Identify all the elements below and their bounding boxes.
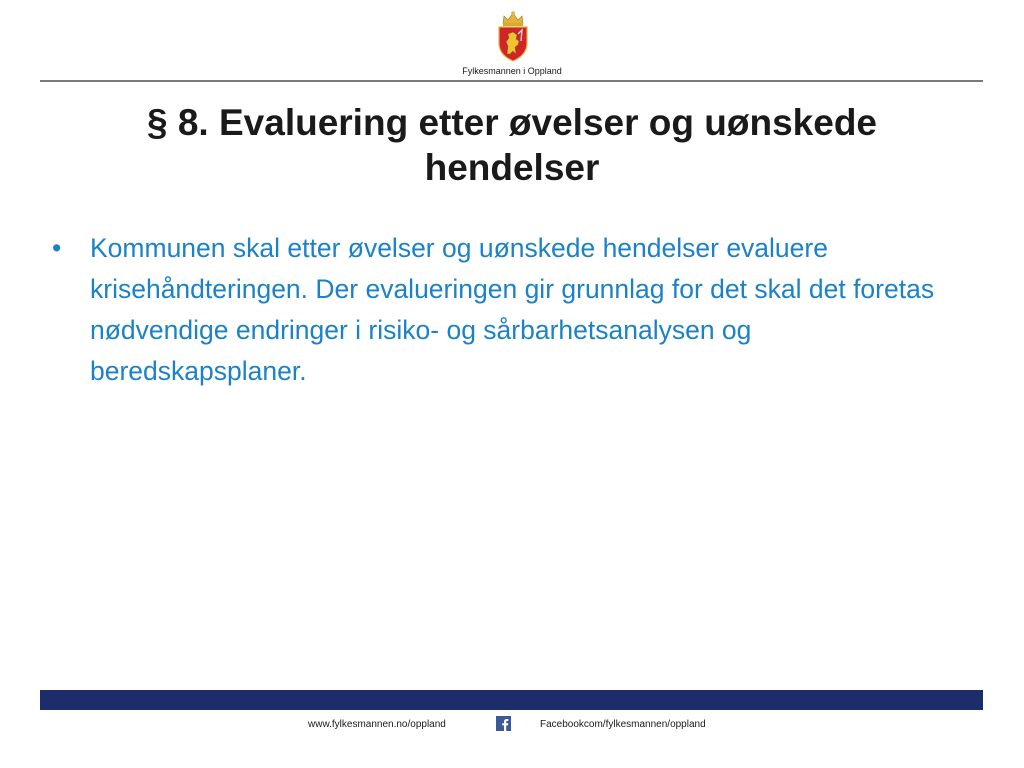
slide-title: § 8. Evaluering etter øvelser og uønskede hendelser [147,102,877,189]
organization-name: Fylkesmannen i Oppland [462,66,562,76]
bullet-item [52,228,972,392]
facebook-icon[interactable] [496,716,511,731]
bullet-dot-icon: • [52,233,62,263]
bullet-text: Kommunen skal etter øvelser og uønskede hendelser evaluere krisehåndteringen. Der evalueringen gir grunnlag for det skal det foretas nødvendige endringer i risiko- og sårbarhetsanalysen og beredskapsplaner. [90,233,935,386]
coat-of-arms-icon [494,10,532,62]
bullet-list [52,228,972,392]
facebook-link[interactable]: Facebookcom/fylkesmannen/oppland [540,719,706,730]
footer-band [40,690,983,710]
header-divider [40,80,983,82]
website-link[interactable]: www.fylkesmannen.no/oppland [308,719,446,730]
